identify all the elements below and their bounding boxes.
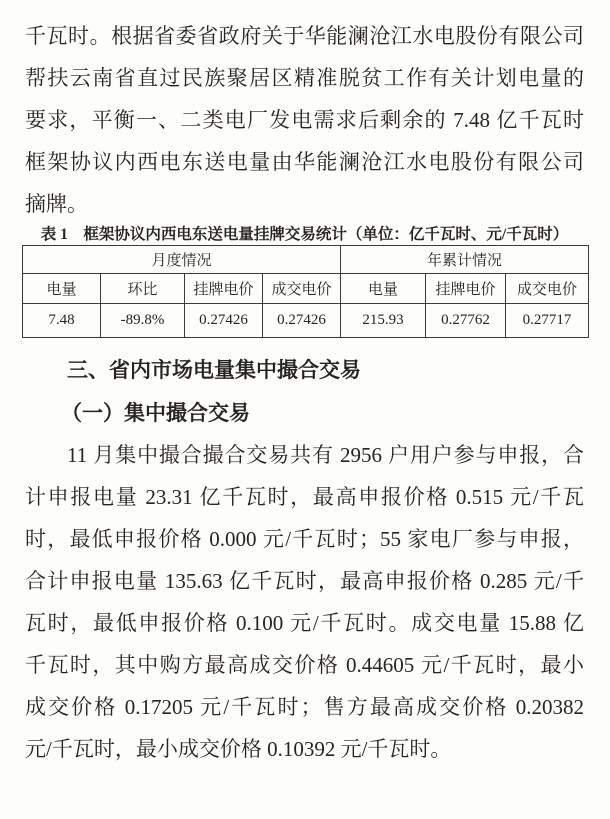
column-header-deal-price-month: 成交电价 (263, 274, 341, 304)
text-line: 千瓦时。根据省委省政府关于华能澜沧江水电股份有限公司 (25, 24, 584, 48)
column-header-volume-month: 电量 (23, 274, 101, 304)
subsection-heading: （一）集中撮合交易 (61, 401, 250, 425)
text-line: 千瓦时，其中购方最高成交价格 0.44605 元/千瓦时，最小 (25, 653, 584, 677)
text-line: 合计申报电量 135.63 亿千瓦时，最高申报价格 0.285 元/千 (25, 569, 584, 593)
text-line: 要求，平衡一、二类电厂发电需求后剩余的 7.48 亿千瓦时 (25, 108, 584, 132)
group-header-year-cumulative: 年累计情况 (341, 246, 589, 274)
paragraph-continuation (25, 15, 584, 225)
table-cell: 0.27426 (263, 304, 341, 338)
group-header-monthly: 月度情况 (23, 246, 341, 274)
text-line: 帮扶云南省直过民族聚居区精准脱贫工作有关计划电量的 (25, 66, 584, 90)
text-line: 成交价格 0.17205 元/千瓦时；售方最高成交价格 0.20382 (25, 695, 584, 719)
table-header-row (23, 274, 589, 304)
text-line: 11 月集中撮合撮合交易共有 2956 户用户参与申报，合 (67, 443, 584, 467)
listing-trade-statistics-table (22, 245, 589, 338)
text-line: 时，最低申报价格 0.000 元/千瓦时；55 家电厂参与申报， (25, 527, 584, 551)
table-cell: 0.27762 (426, 304, 506, 338)
text-line: 元/千瓦时，最小成交价格 0.10392 元/千瓦时。 (25, 737, 452, 761)
table-caption: 表 1 框架协议内西电东送电量挂牌交易统计（单位：亿千瓦时、元/千瓦时） (40, 226, 569, 243)
table-group-header-row (23, 246, 589, 274)
text-line: 计申报电量 23.31 亿千瓦时，最高申报价格 0.515 元/千瓦 (25, 485, 584, 509)
column-header-mom-change: 环比 (101, 274, 185, 304)
table-cell: 7.48 (23, 304, 101, 338)
table-data-row (23, 304, 589, 338)
text-line: 瓦时，最低申报价格 0.100 元/千瓦时。成交电量 15.88 亿 (25, 611, 584, 635)
table-cell: -89.8% (101, 304, 185, 338)
section-heading: 三、省内市场电量集中撮合交易 (67, 359, 361, 382)
paragraph-body (25, 434, 584, 770)
table-cell: 215.93 (341, 304, 426, 338)
column-header-deal-price-year: 成交电价 (506, 274, 589, 304)
table-cell: 0.27717 (506, 304, 589, 338)
column-header-volume-year: 电量 (341, 274, 426, 304)
text-line: 摘牌。 (25, 192, 88, 216)
column-header-listing-price-year: 挂牌电价 (426, 274, 506, 304)
text-line: 框架协议内西电东送电量由华能澜沧江水电股份有限公司 (25, 150, 584, 174)
column-header-listing-price-month: 挂牌电价 (185, 274, 263, 304)
table-cell: 0.27426 (185, 304, 263, 338)
